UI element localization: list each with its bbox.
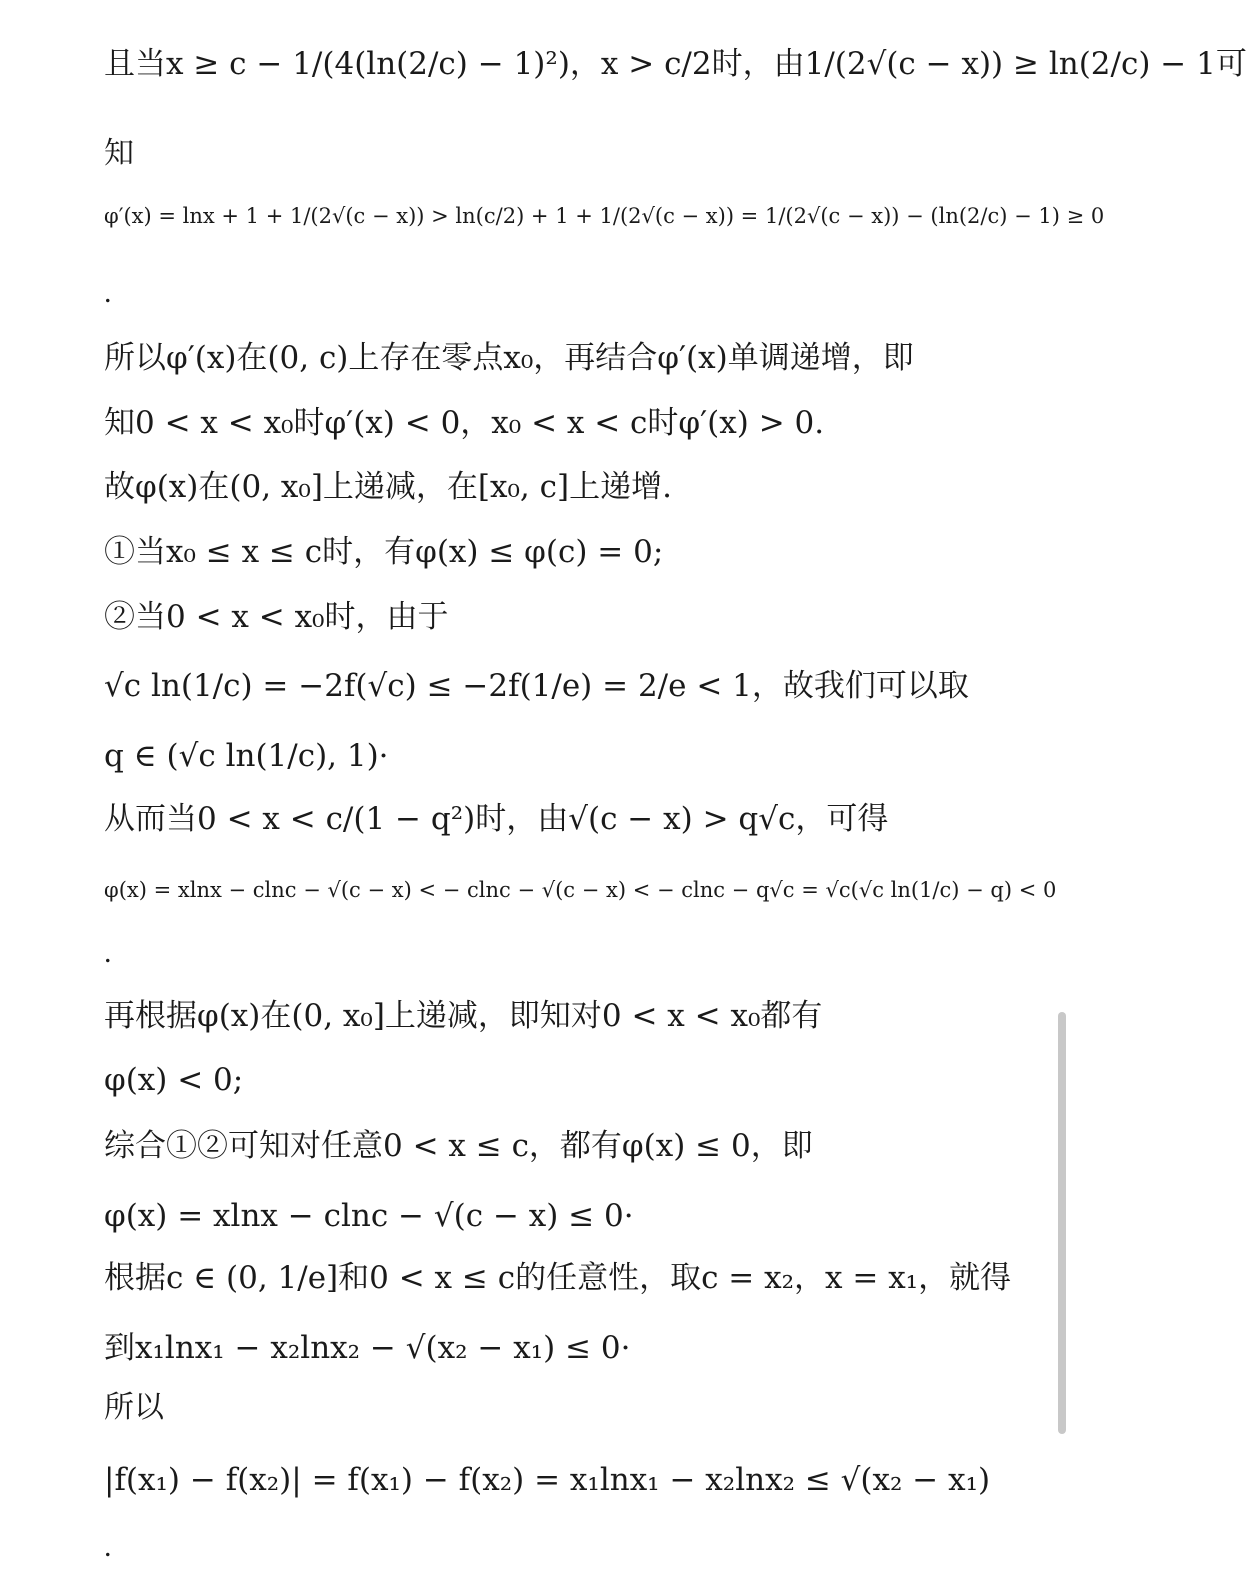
- text-line-20: 到x₁lnx₁ − x₂lnx₂ − √(x₂ − x₁) ≤ 0·: [104, 1330, 631, 1366]
- formula-line-13: φ(x) = xlnx − clnc − √(c − x) < − clnc − √(c − x) < − clnc − q√c = √c(√c ln(1/c) − q) < 0: [104, 878, 1057, 902]
- text-line-12: 从而当0 < x < c/(1 − q²)时，由√(c − x) > q√c，可得: [104, 801, 889, 837]
- text-line-7: 故φ(x)在(0, x₀]上递减，在[x₀, c]上递增.: [104, 469, 672, 505]
- period-line-23: .: [104, 1530, 112, 1563]
- text-line-10: √c ln(1/c) = −2f(√c) ≤ −2f(1/e) = 2/e < 1，故我们可以取: [104, 668, 969, 704]
- vertical-scrollbar[interactable]: [1058, 1012, 1066, 1434]
- text-line-16: φ(x) < 0;: [104, 1062, 244, 1098]
- text-line-19: 根据c ∈ (0, 1/e]和0 < x ≤ c的任意性，取c = x₂，x = x₁，就得: [104, 1260, 1012, 1296]
- text-line-2: 知: [104, 136, 134, 171]
- text-line-1: 且当x ≥ c − 1/(4(ln(2/c) − 1)²)，x > c/2时，由1/(2√(c − x)) ≥ ln(2/c) − 1可: [104, 46, 1247, 82]
- text-line-6: 知0 < x < x₀时φ′(x) < 0，x₀ < x < c时φ′(x) > 0.: [104, 405, 825, 441]
- formula-line-22: |f(x₁) − f(x₂)| = f(x₁) − f(x₂) = x₁lnx₁ − x₂lnx₂ ≤ √(x₂ − x₁): [104, 1462, 991, 1498]
- period-line-14: .: [104, 936, 112, 969]
- text-line-11: q ∈ (√c ln(1/c), 1)·: [104, 738, 389, 774]
- text-line-9: ②当0 < x < x₀时，由于: [104, 599, 449, 635]
- formula-line-3: φ′(x) = lnx + 1 + 1/(2√(c − x)) > ln(c/2) + 1 + 1/(2√(c − x)) = 1/(2√(c − x)) − (ln(2/c) − 1) ≥ 0: [104, 204, 1105, 228]
- period-line-4: .: [104, 276, 112, 309]
- text-line-17: 综合①②可知对任意0 < x ≤ c，都有φ(x) ≤ 0，即: [104, 1128, 813, 1164]
- text-line-5: 所以φ′(x)在(0, c)上存在零点x₀，再结合φ′(x)单调递增，即: [104, 340, 914, 376]
- text-line-15: 再根据φ(x)在(0, x₀]上递减，即知对0 < x < x₀都有: [104, 998, 823, 1034]
- text-line-8: ①当x₀ ≤ x ≤ c时，有φ(x) ≤ φ(c) = 0;: [104, 534, 664, 570]
- text-line-21: 所以: [104, 1390, 164, 1425]
- text-line-18: φ(x) = xlnx − clnc − √(c − x) ≤ 0·: [104, 1198, 634, 1234]
